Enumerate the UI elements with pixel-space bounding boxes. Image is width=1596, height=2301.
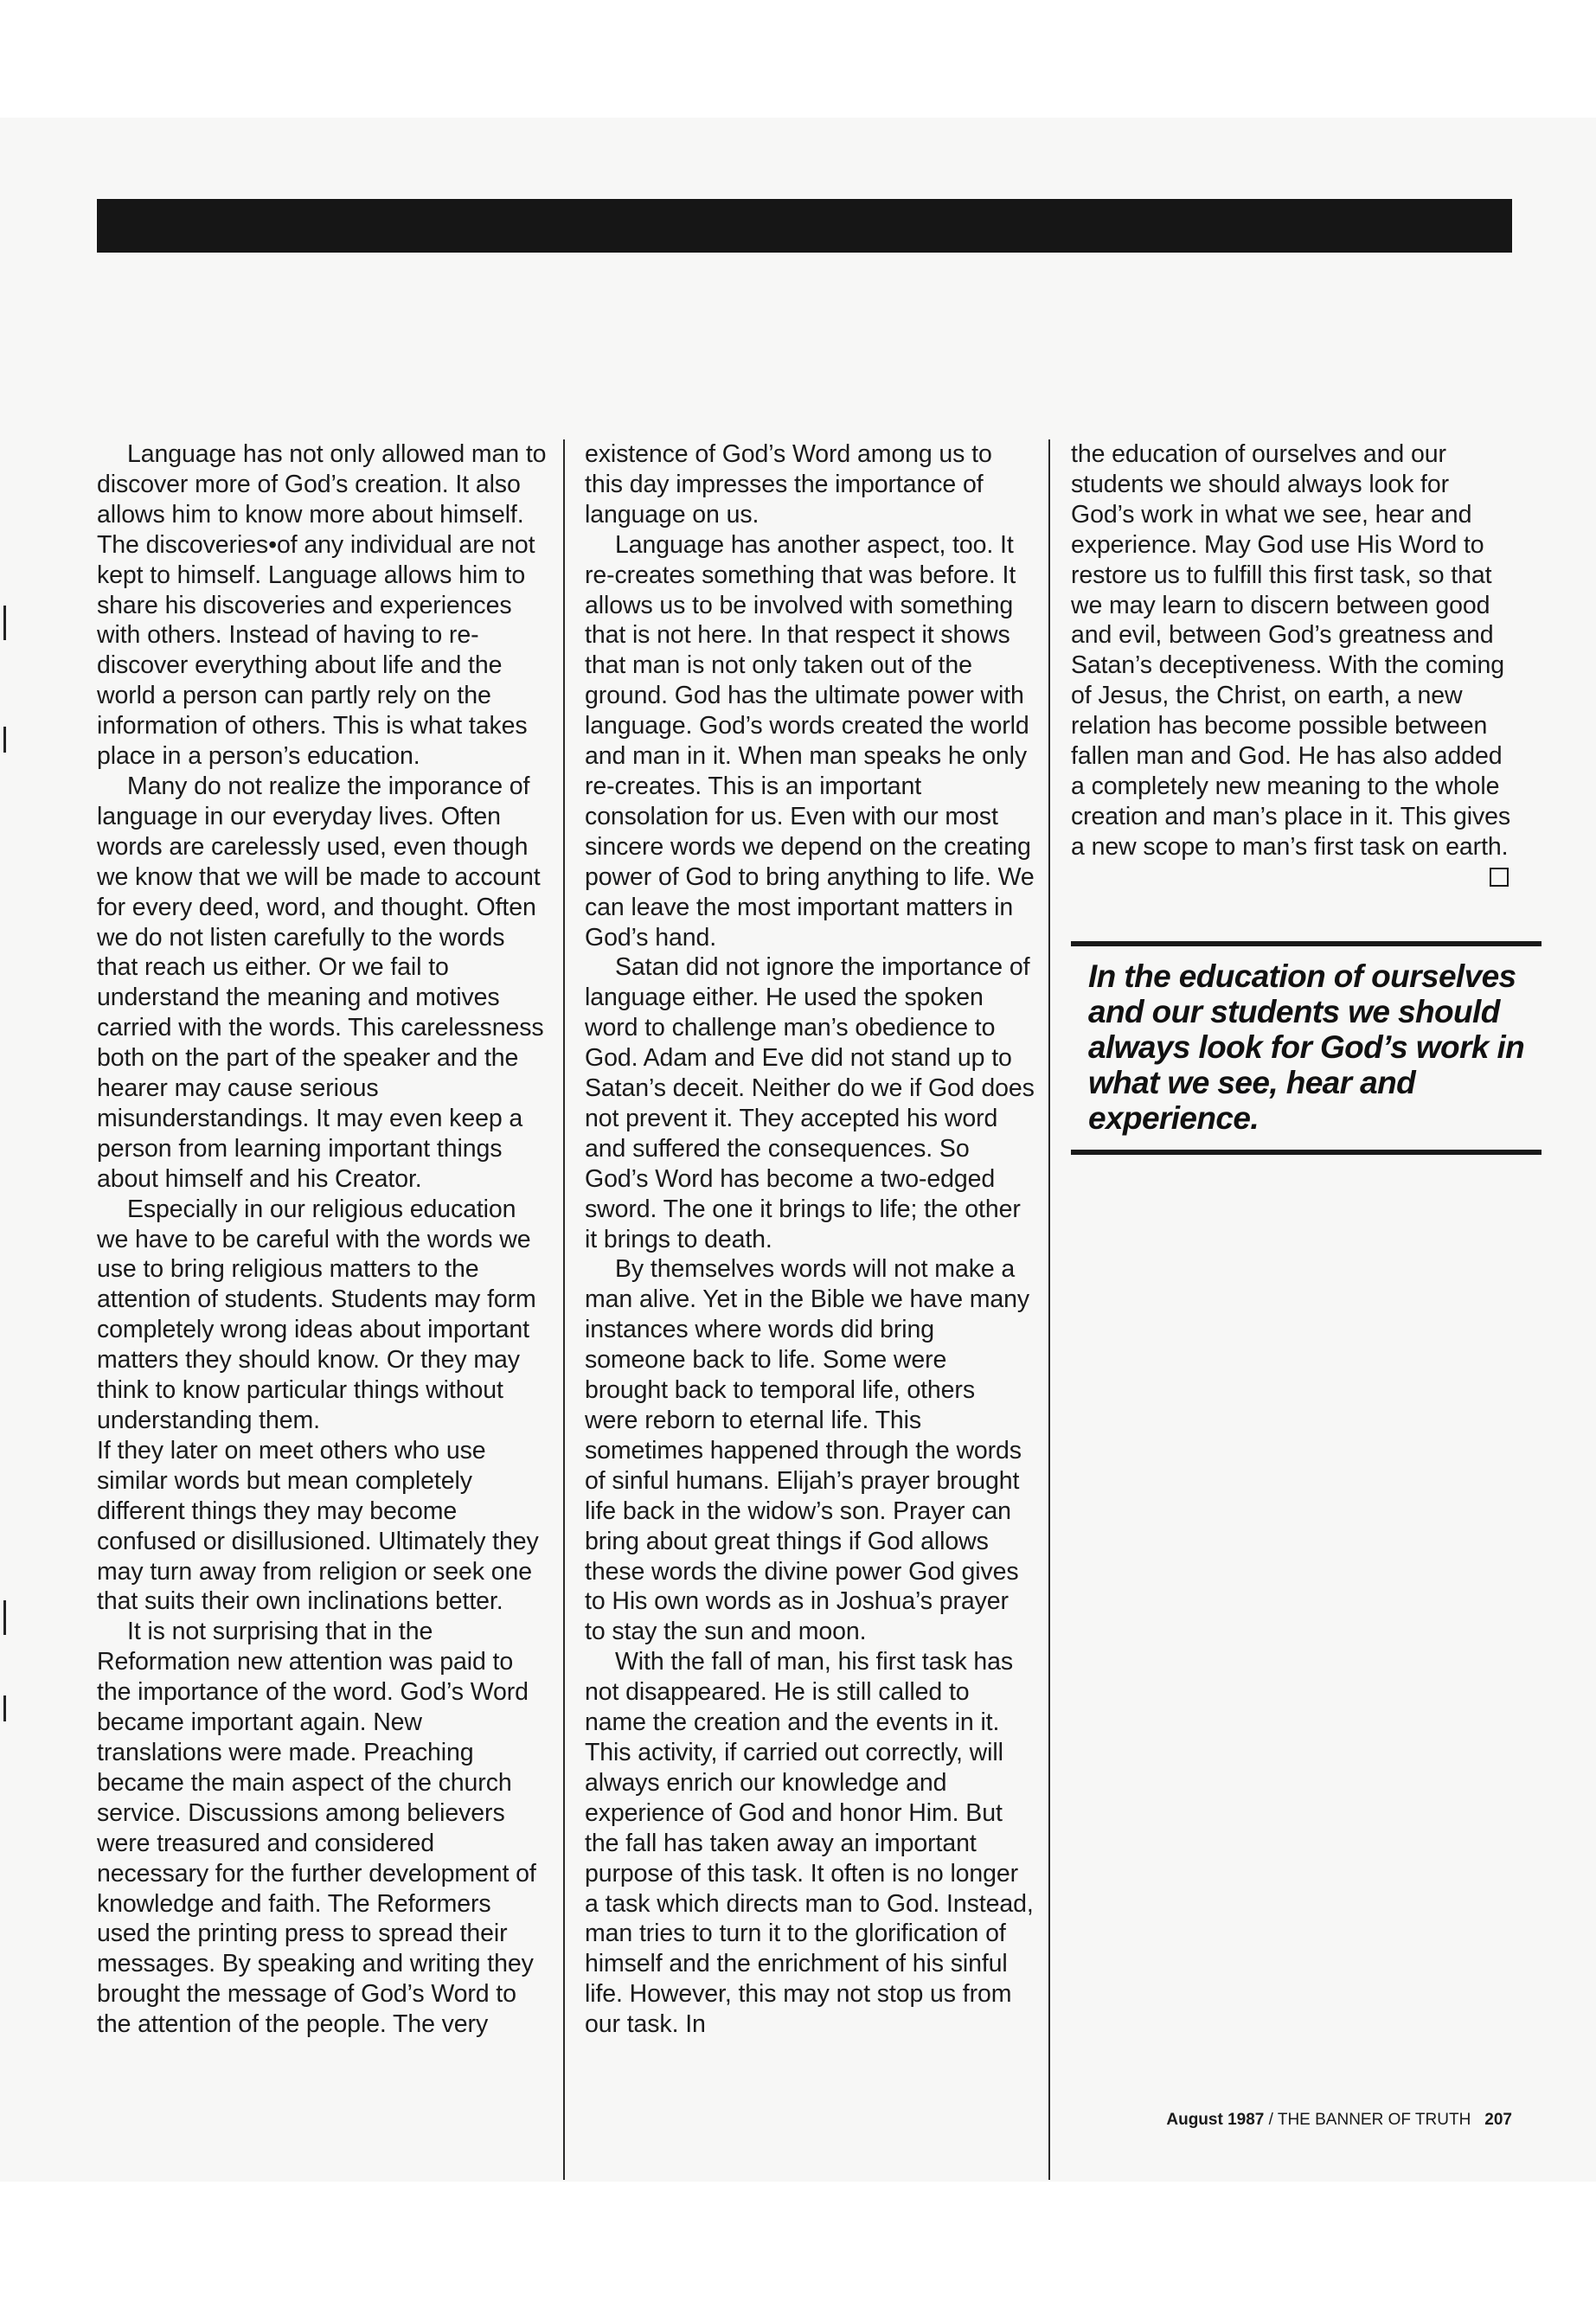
article-column-3 [1071,439,1512,887]
header-bar [97,199,1512,253]
page-footer [1156,2111,1512,2130]
article-column-1 [97,439,547,2040]
binding-mark [3,1695,6,1721]
paragraph [1071,439,1512,862]
paragraph: Many do not realize the imporance of language in our everyday lives. Often words are carelessly used, even though we know that we will be made to account for every deed, word, and thought. Often we do not listen carefully to the words that reach us either. Or we fail to understand the meaning and motives carried with the words. This carelessness both on the part of the speaker and the hearer may cause serious misunderstandings. It may even keep a person from learning important things about himself and his Creator. [97,772,544,1193]
binding-mark [3,606,6,640]
page-number: 207 [1484,2111,1512,2129]
paragraph: Especially in our religious education we have to be careful with the words we use to bring religious matters to the attention of students. Students may form completely wrong ideas about important matters they should know. Or they may think to know particular things without understanding them. [97,1195,536,1434]
paragraph: existence of God’s Word among us to this day impresses the importance of language on us. [585,440,992,529]
paragraph-text: the education of ourselves and our students we should always look for God’s work in what we see, hear and experience. May God use His Word to restore us to fulfill this first task, so that we may learn to discern between good and evil, between God’s greatness and Satan’s deceptiveness. With the coming of Jesus, the Christ, on earth, a new relation has become possible between fallen man and God. He has also added a completely new meaning to the whole creation and man’s place in it. This gives a new scope to man’s first task on earth. [1071,440,1511,861]
paragraph: By themselves words will not make a man alive. Yet in the Bible we have many instances where words did bring someone back to life. Some were brought back to temporal life, others were reborn to eternal life. This sometimes happened through the words of sinful humans. Elijah’s prayer brought life back in the widow’s son. Prayer can bring about great things if God allows these words the divine power God gives to His own words as in Joshua’s prayer to stay the sun and moon. [585,1255,1030,1646]
issue-date: August 1987 [1166,2111,1265,2129]
publication-name: THE BANNER OF TRUTH [1277,2111,1471,2129]
pull-quote: In the education of ourselves and our students we should always look for God’s work in what we see, hear and experience. [1071,941,1542,1155]
paragraph: Language has not only allowed man to discover more of God’s creation. It also allows him to know more about himself. The discoveries•of any individual are not kept to himself. Language allows him to share his discoveries and experiences with others. Instead of having to re-discover everything about life and the world a person can partly rely on the information of others. This is what takes place in a person’s education. [97,440,547,771]
binding-mark [3,727,6,753]
end-of-article-icon [1490,868,1509,887]
paragraph: With the fall of man, his first task has not disappeared. He is still called to name the creation and the events in it. This activity, if carried out correctly, will always enrich our knowledge and experience of God and honor Him. But the fall has taken away an important purpose of this task. It often is no longer a task which directs man to God. Instead, man tries to turn it to the glorification of himself and the enrichment of his sinful life. However, this may not stop us from our task. In [585,1648,1034,2039]
paragraph: Language has another aspect, too. It re-creates something that was before. It allows us to be involved with something that is not here. In that respect it shows that man is not only taken out of the ground. God has the ultimate power with language. God’s words created the world and man in it. When man speaks he only re-creates. This is an important consolation for us. Even with our most sincere words we depend on the creating power of God to bring anything to life. We can leave the most important matters in God’s hand. [585,530,1035,952]
article-column-2 [585,439,1035,2040]
footer-separator: / [1264,2111,1278,2129]
binding-mark [3,1600,6,1635]
paragraph: Satan did not ignore the importance of language either. He used the spoken word to challenge man’s obedience to God. Adam and Eve did not stand up to Satan’s deceit. Neither do we if God does not prevent it. They accepted his word and suffered the consequences. So God’s Word has become a two-edged sword. The one it brings to life; the other it brings to death. [585,953,1035,1253]
paragraph: It is not surprising that in the Reformation new attention was paid to the importance of the word. God’s Word became important again. New translations were made. Preaching became the main aspect of the church service. Discussions among believers were treasured and considered necessary for the further development of knowledge and faith. The Reformers used the printing press to spread their messages. By speaking and writing they brought the message of God’s Word to the attention of the people. The very [97,1618,536,2039]
paragraph: If they later on meet others who use similar words but mean completely different things they may become confused or disillusioned. Ultimately they may turn away from religion or seek one that suits their own inclinations better. [97,1436,539,1616]
column-rule [1048,439,1050,2180]
column-rule [563,439,565,2180]
